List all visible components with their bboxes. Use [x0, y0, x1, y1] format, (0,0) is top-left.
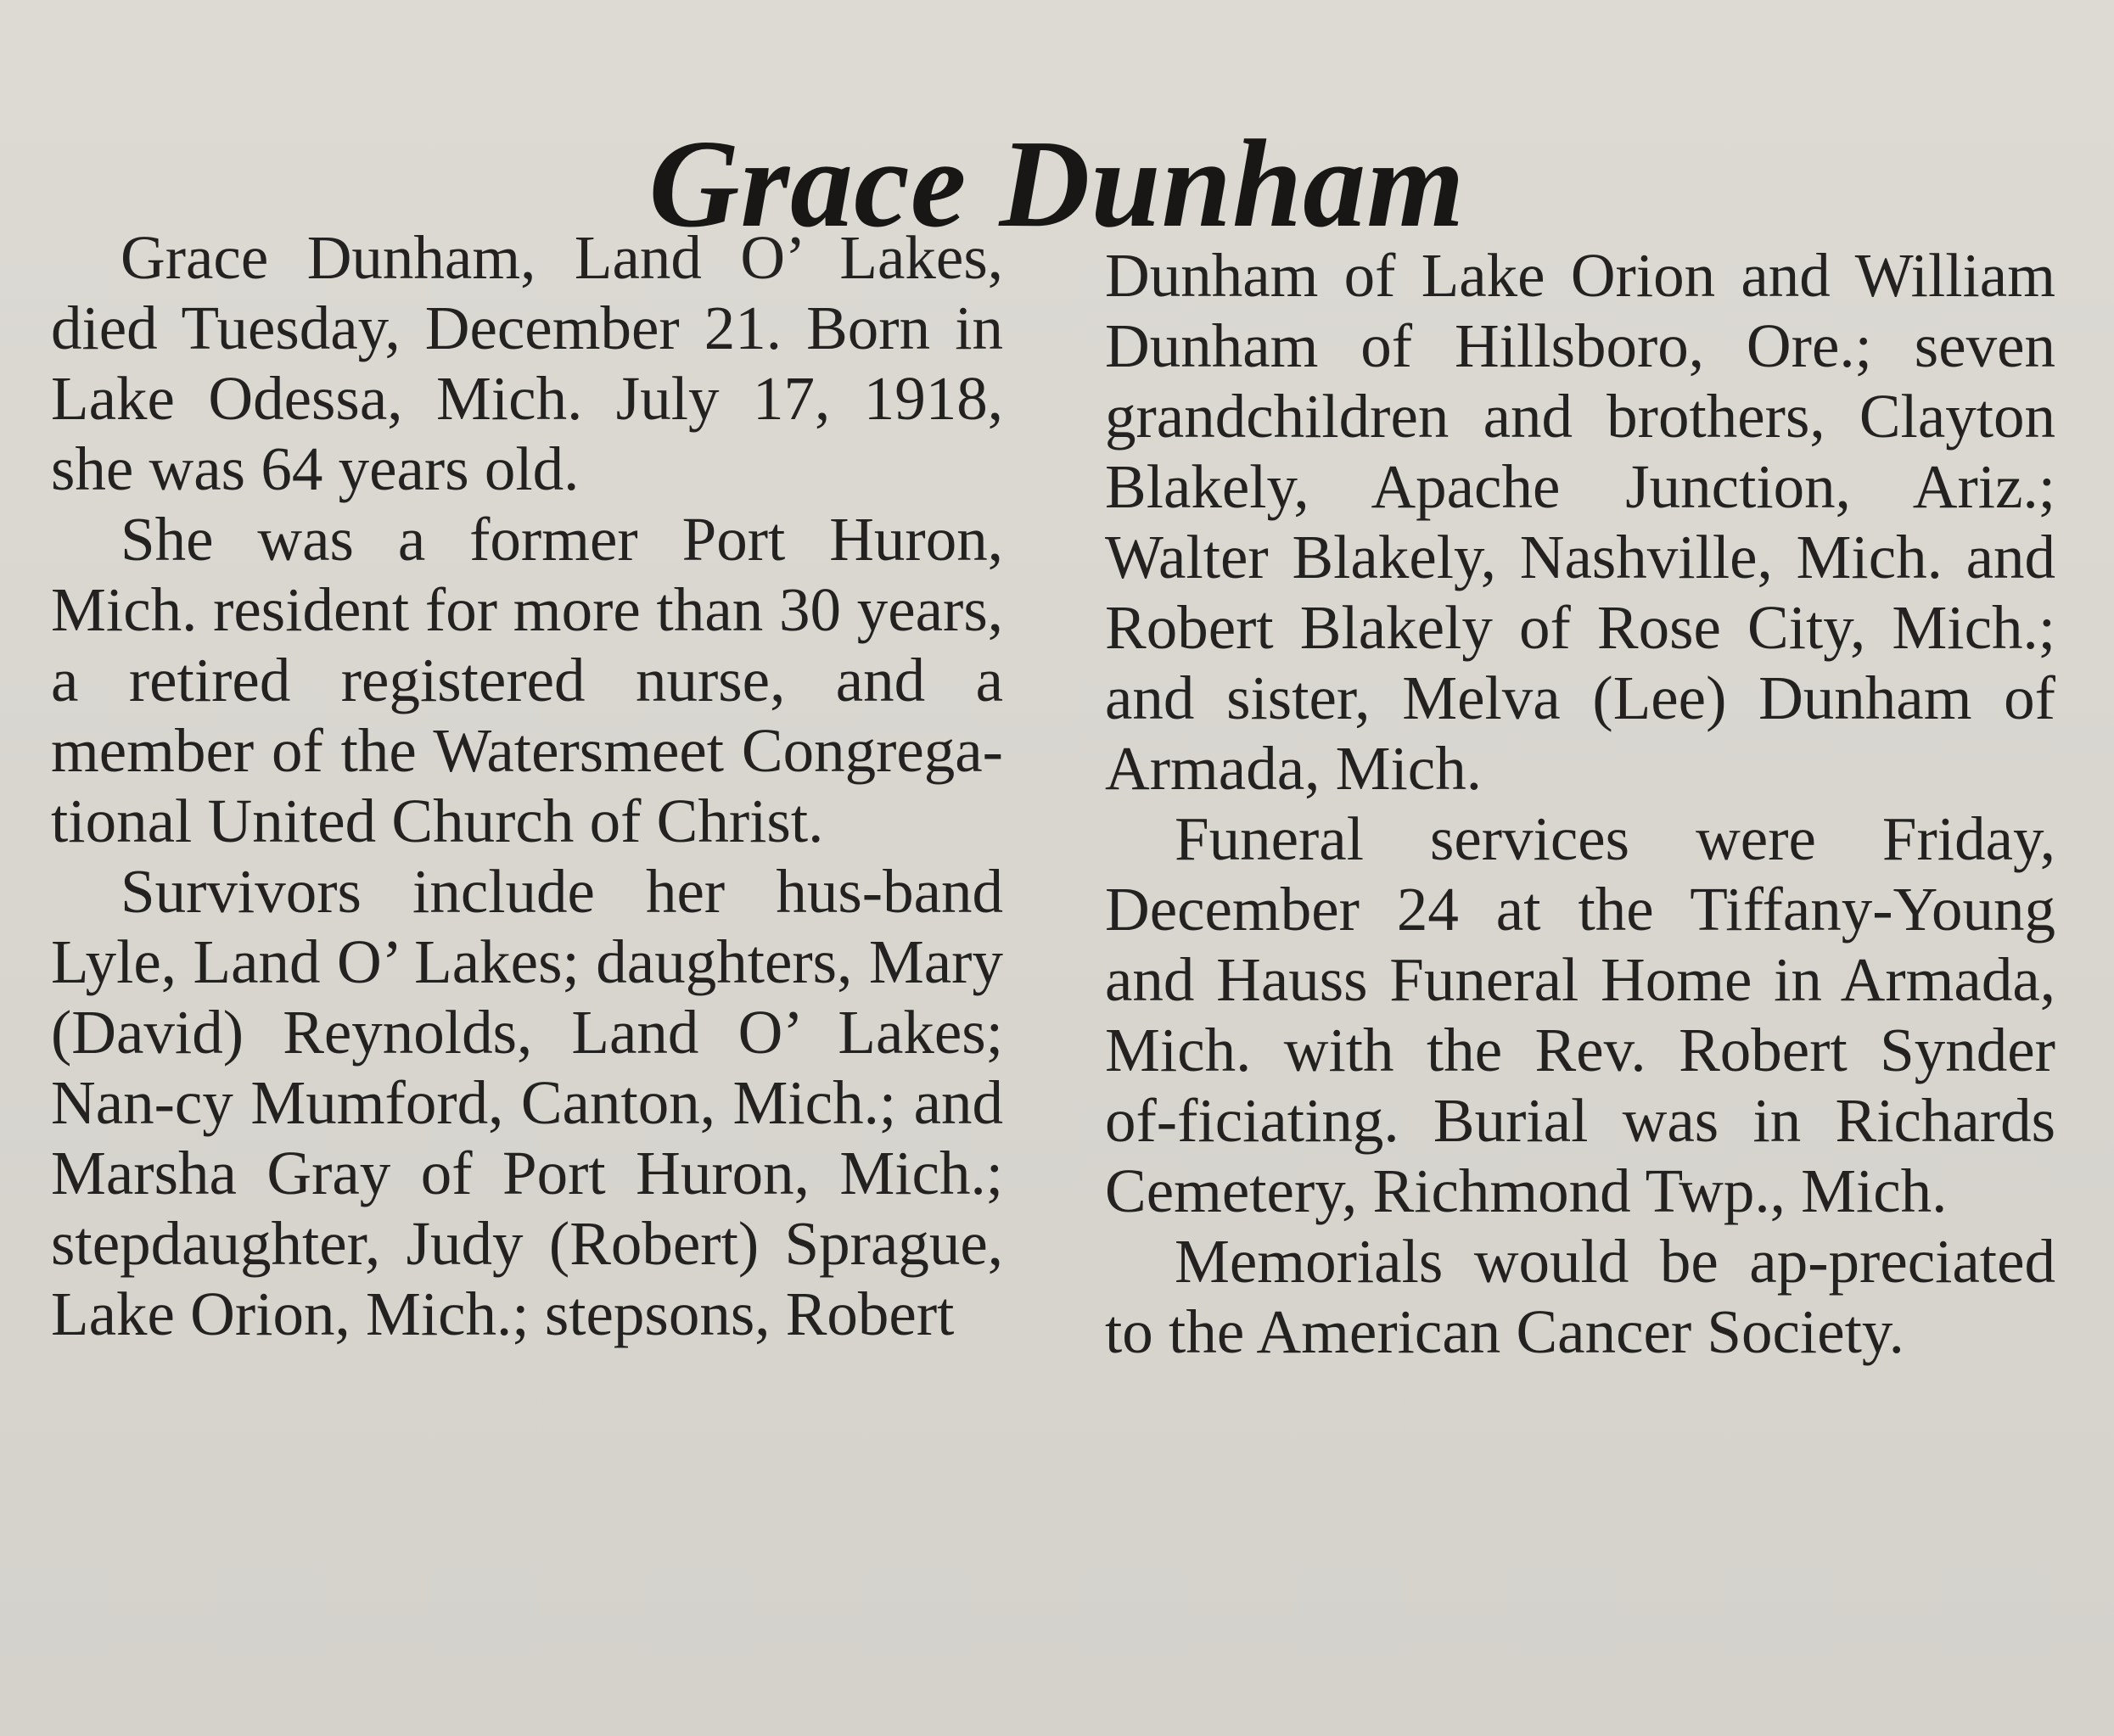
memorials-paragraph: Memorials would be ap-preciated to the American Cancer Society. [1105, 1227, 2055, 1366]
survivors-continuation: Dunham of Lake Orion and William Dunham of Hillsboro, Ore.; seven grandchildren and brothers, Clayton Blakely, Apache Junction, Ariz.; Walter Blakely, Nashville, Mich. and Robert Blakely of Rose City, Mich.; and sister, Melva (Lee) Dunham of Armada, Mich. [1105, 241, 2055, 803]
left-column [51, 222, 1003, 1349]
biography-paragraph: She was a former Port Huron, Mich. resident for more than 30 years, a retired registered nurse, and a member of the Watersmeet Congrega-tional United Church of Christ. [51, 505, 1003, 855]
survivors-paragraph: Survivors include her hus-band Lyle, Land O’ Lakes; daughters, Mary (David) Reynolds, Land O’ Lakes; Nan-cy Mumford, Canton, Mich.; and Marsha Gray of Port Huron, Mich.; stepdaughter, Judy (Robert) Sprague, Lake Orion, Mich.; stepsons, Robert [51, 857, 1003, 1348]
right-column [1105, 240, 2055, 1367]
obituary-headline: Grace Dunham [648, 115, 1466, 255]
funeral-services-paragraph: Funeral services were Friday, December 24 at the Tiffany-Young and Hauss Funeral Home in Armada, Mich. with the Rev. Robert Synder of-ficiating. Burial was in Richards Cemetery, Richmond Twp., Mich. [1105, 804, 2055, 1225]
death-notice-paragraph: Grace Dunham, Land O’ Lakes, died Tuesday, December 21. Born in Lake Odessa, Mich. July 17, 1918, she was 64 years old. [51, 223, 1003, 503]
